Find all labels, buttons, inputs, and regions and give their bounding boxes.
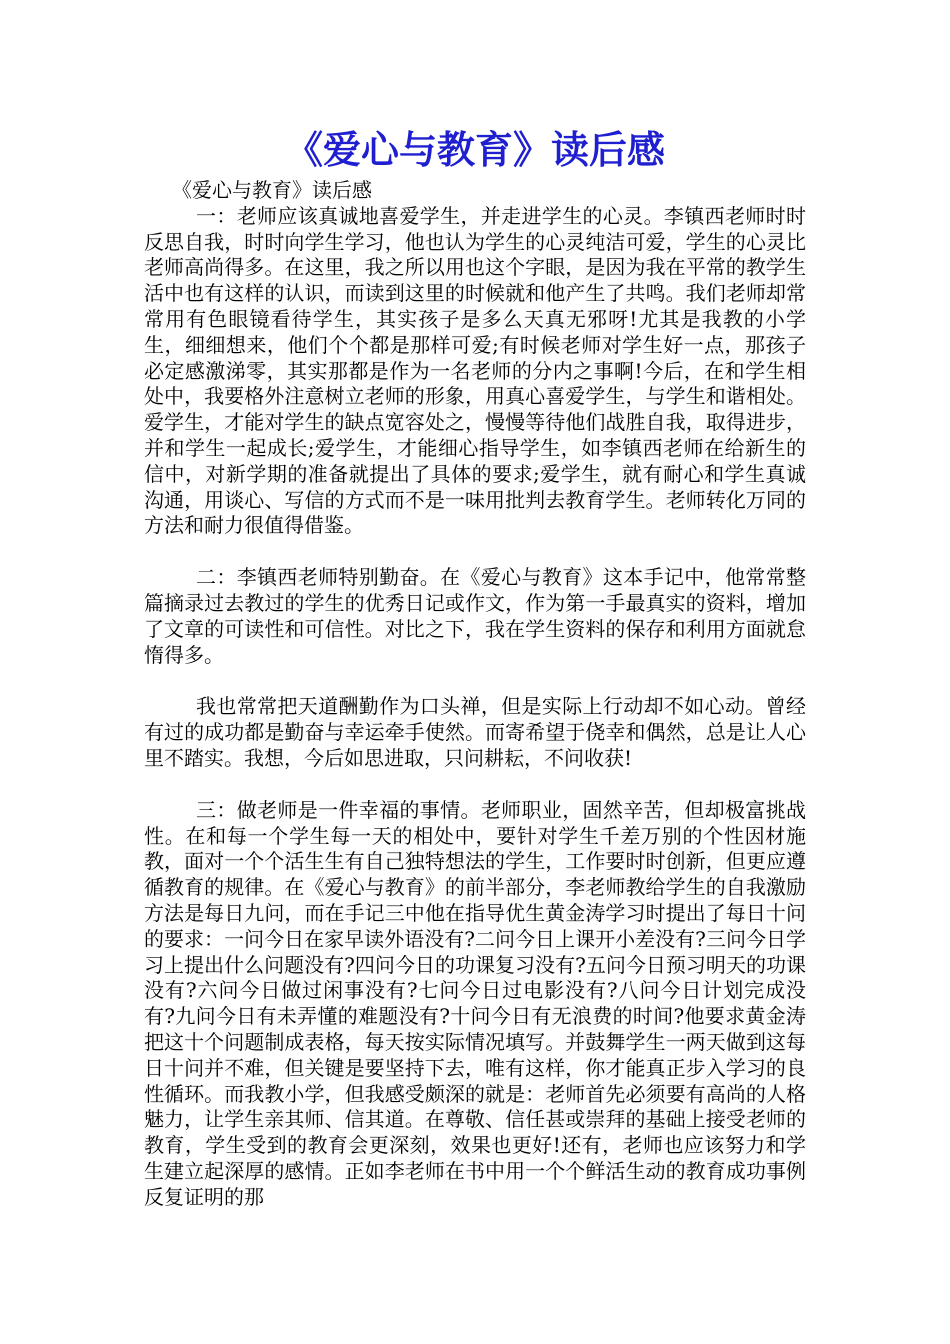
paragraph-gap	[144, 539, 806, 565]
paragraph-2: 二：李镇西老师特别勤奋。在《爱心与教育》这本手记中，他常常整篇摘录过去教过的学生的优秀日记或作文，作为第一手最真实的资料，增加了文章的可读性和可信性。对比之下，我在学生资料的保存和利用方面就怠惰得多。	[144, 565, 806, 667]
paragraph-3: 我也常常把天道酬勤作为口头禅，但是实际上行动却不如心动。曾经有过的成功都是勤奋与幸运牵手使然。而寄希望于侥幸和偶然，总是让人心里不踏实。我想，今后如思进取，只问耕耘，不问收获!	[144, 694, 806, 770]
paragraph-4: 三：做老师是一件幸福的事情。老师职业，固然辛苦，但却极富挑战性。在和每一个学生每一天的相处中，要针对学生千差万别的个性因材施教，面对一个个活生生有自己独特想法的学生，工作要时时创新，但更应遵循教育的规律。在《爱心与教育》的前半部分，李老师教给学生的自我激励方法是每日九问，而在手记三中他在指导优生黄金涛学习时提出了每日十问的要求：一问今日在家早读外语没有?二问今日上课开小差没有?三问今日学习上提出什么问题没有?四问今日的功课复习没有?五问今日预习明天的功课没有?六问今日做过闲事没有?七问今日过电影没有?八问今日计划完成没有?九问今日有未弄懂的难题没有?十问今日有无浪费的时间?他要求黄金涛把这十个问题制成表格，每天按实际情况填写。并鼓舞学生一两天做到这每日十问并不难，但关键是要坚持下去，唯有这样，你才能真正步入学习的良性循环。而我教小学，但我感受颇深的就是：老师首先必须要有高尚的人格魅力，让学生亲其师、信其道。在尊敬、信任甚或崇拜的基础上接受老师的教育，学生受到的教育会更深刻，效果也更好!还有，老师也应该努力和学生建立起深厚的感情。正如李老师在书中用一个个鲜活生动的教育成功事例反复证明的那	[144, 797, 806, 1209]
paragraph-gap	[144, 668, 806, 694]
document-page	[144, 122, 806, 1210]
paragraph-1: 一：老师应该真诚地喜爱学生，并走进学生的心灵。李镇西老师时时反思自我，时时向学生学习，他也认为学生的心灵纯洁可爱，学生的心灵比老师高尚得多。在这里，我之所以用也这个字眼，是因为我在平常的教学生活中也有这样的认识，而读到这里的时候就和他产生了共鸣。我们老师却常常用有色眼镜看待学生，其实孩子是多么天真无邪呀!尤其是我教的小学生，细细想来，他们个个都是那样可爱;有时候老师对学生好一点，那孩子必定感激涕零，其实那都是作为一名老师的分内之事啊!今后，在和学生相处中，我要格外注意树立老师的形象，用真心喜爱学生，与学生和谐相处。爱学生，才能对学生的缺点宽容处之，慢慢等待他们战胜自我，取得进步，并和学生一起成长;爱学生，才能细心指导学生，如李镇西老师在给新生的信中，对新学期的准备就提出了具体的要求;爱学生，就有耐心和学生真诚沟通，用谈心、写信的方式而不是一味用批判去教育学生。老师转化万同的方法和耐力很值得借鉴。	[144, 203, 806, 538]
document-title: 《爱心与教育》读后感	[284, 127, 665, 172]
paragraph-gap	[144, 772, 806, 798]
document-subtitle: 《爱心与教育》读后感	[172, 178, 372, 202]
